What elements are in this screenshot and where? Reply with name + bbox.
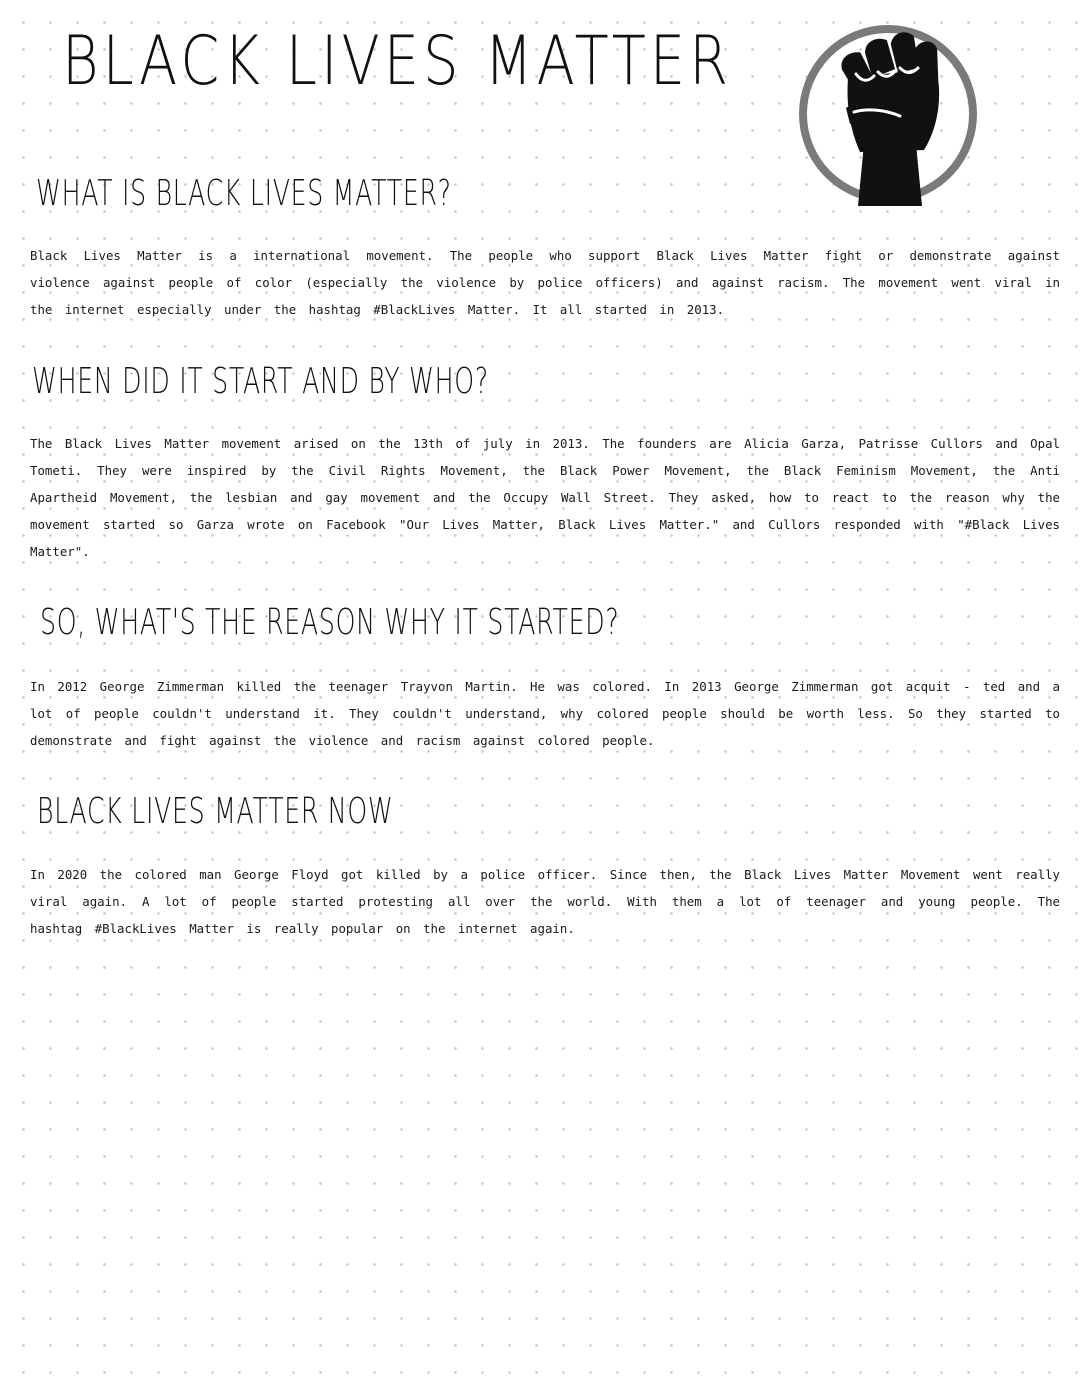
section-text-when-and-who: The Black Lives Matter movement arised on the 13th of july in 2013. The founders are Alicia Garza, Patrisse Cullors and Opal Tometi. They were inspired by the Civil Rights Movement, the Black Power Movement, the Black Feminism Movement, the Anti Apartheid Movement, the lesbian and gay movement and the Occupy Wall Street. They asked, how to react to the reason why the movement started so Garza wrote on Facebook "Our Lives Matter, Black Lives Matter." and Cullors responded with "#Black Lives Matter". <box>30 436 1061 559</box>
section-heading-reason: SO, WHAT'S THE REASON WHY IT STARTED? <box>40 602 620 643</box>
page-title: BLACK LIVES MATTER <box>62 22 733 101</box>
section-text-what-is-blm: Black Lives Matter is a international movement. The people who support Black Lives Matter fight or demonstrate against violence against people of color (especially the violence by police officers) and against racism. The movement went viral in the internet especially under the hashtag #BlackLives Matter. It all started in 2013. <box>30 248 1060 317</box>
section-heading-when-and-who: WHEN DID IT START AND BY WHO? <box>32 361 489 402</box>
section-heading-what-is-blm: WHAT IS BLACK LIVES MATTER? <box>36 173 452 214</box>
section-text-blm-now: In 2020 the colored man George Floyd got killed by a police officer. Since then, the Black Lives Matter Movement went really viral again. A lot of people started protesting all over the world. With them a lot of teenager and young people. The hashtag #BlackLives Matter is really popular on the internet again. <box>30 867 1061 936</box>
fist-shape <box>839 31 941 206</box>
raised-fist-icon <box>796 20 980 208</box>
section-text-reason: In 2012 George Zimmerman killed the teenager Trayvon Martin. He was colored. In 2013 George Zimmerman got acquit - ted and a lot of people couldn't understand it. They couldn't understand, why colored people should be worth less. So they started to demonstrate and fight against the violence and racism against colored people. <box>30 679 1061 748</box>
section-heading-blm-now: BLACK LIVES MATTER NOW <box>37 791 394 832</box>
